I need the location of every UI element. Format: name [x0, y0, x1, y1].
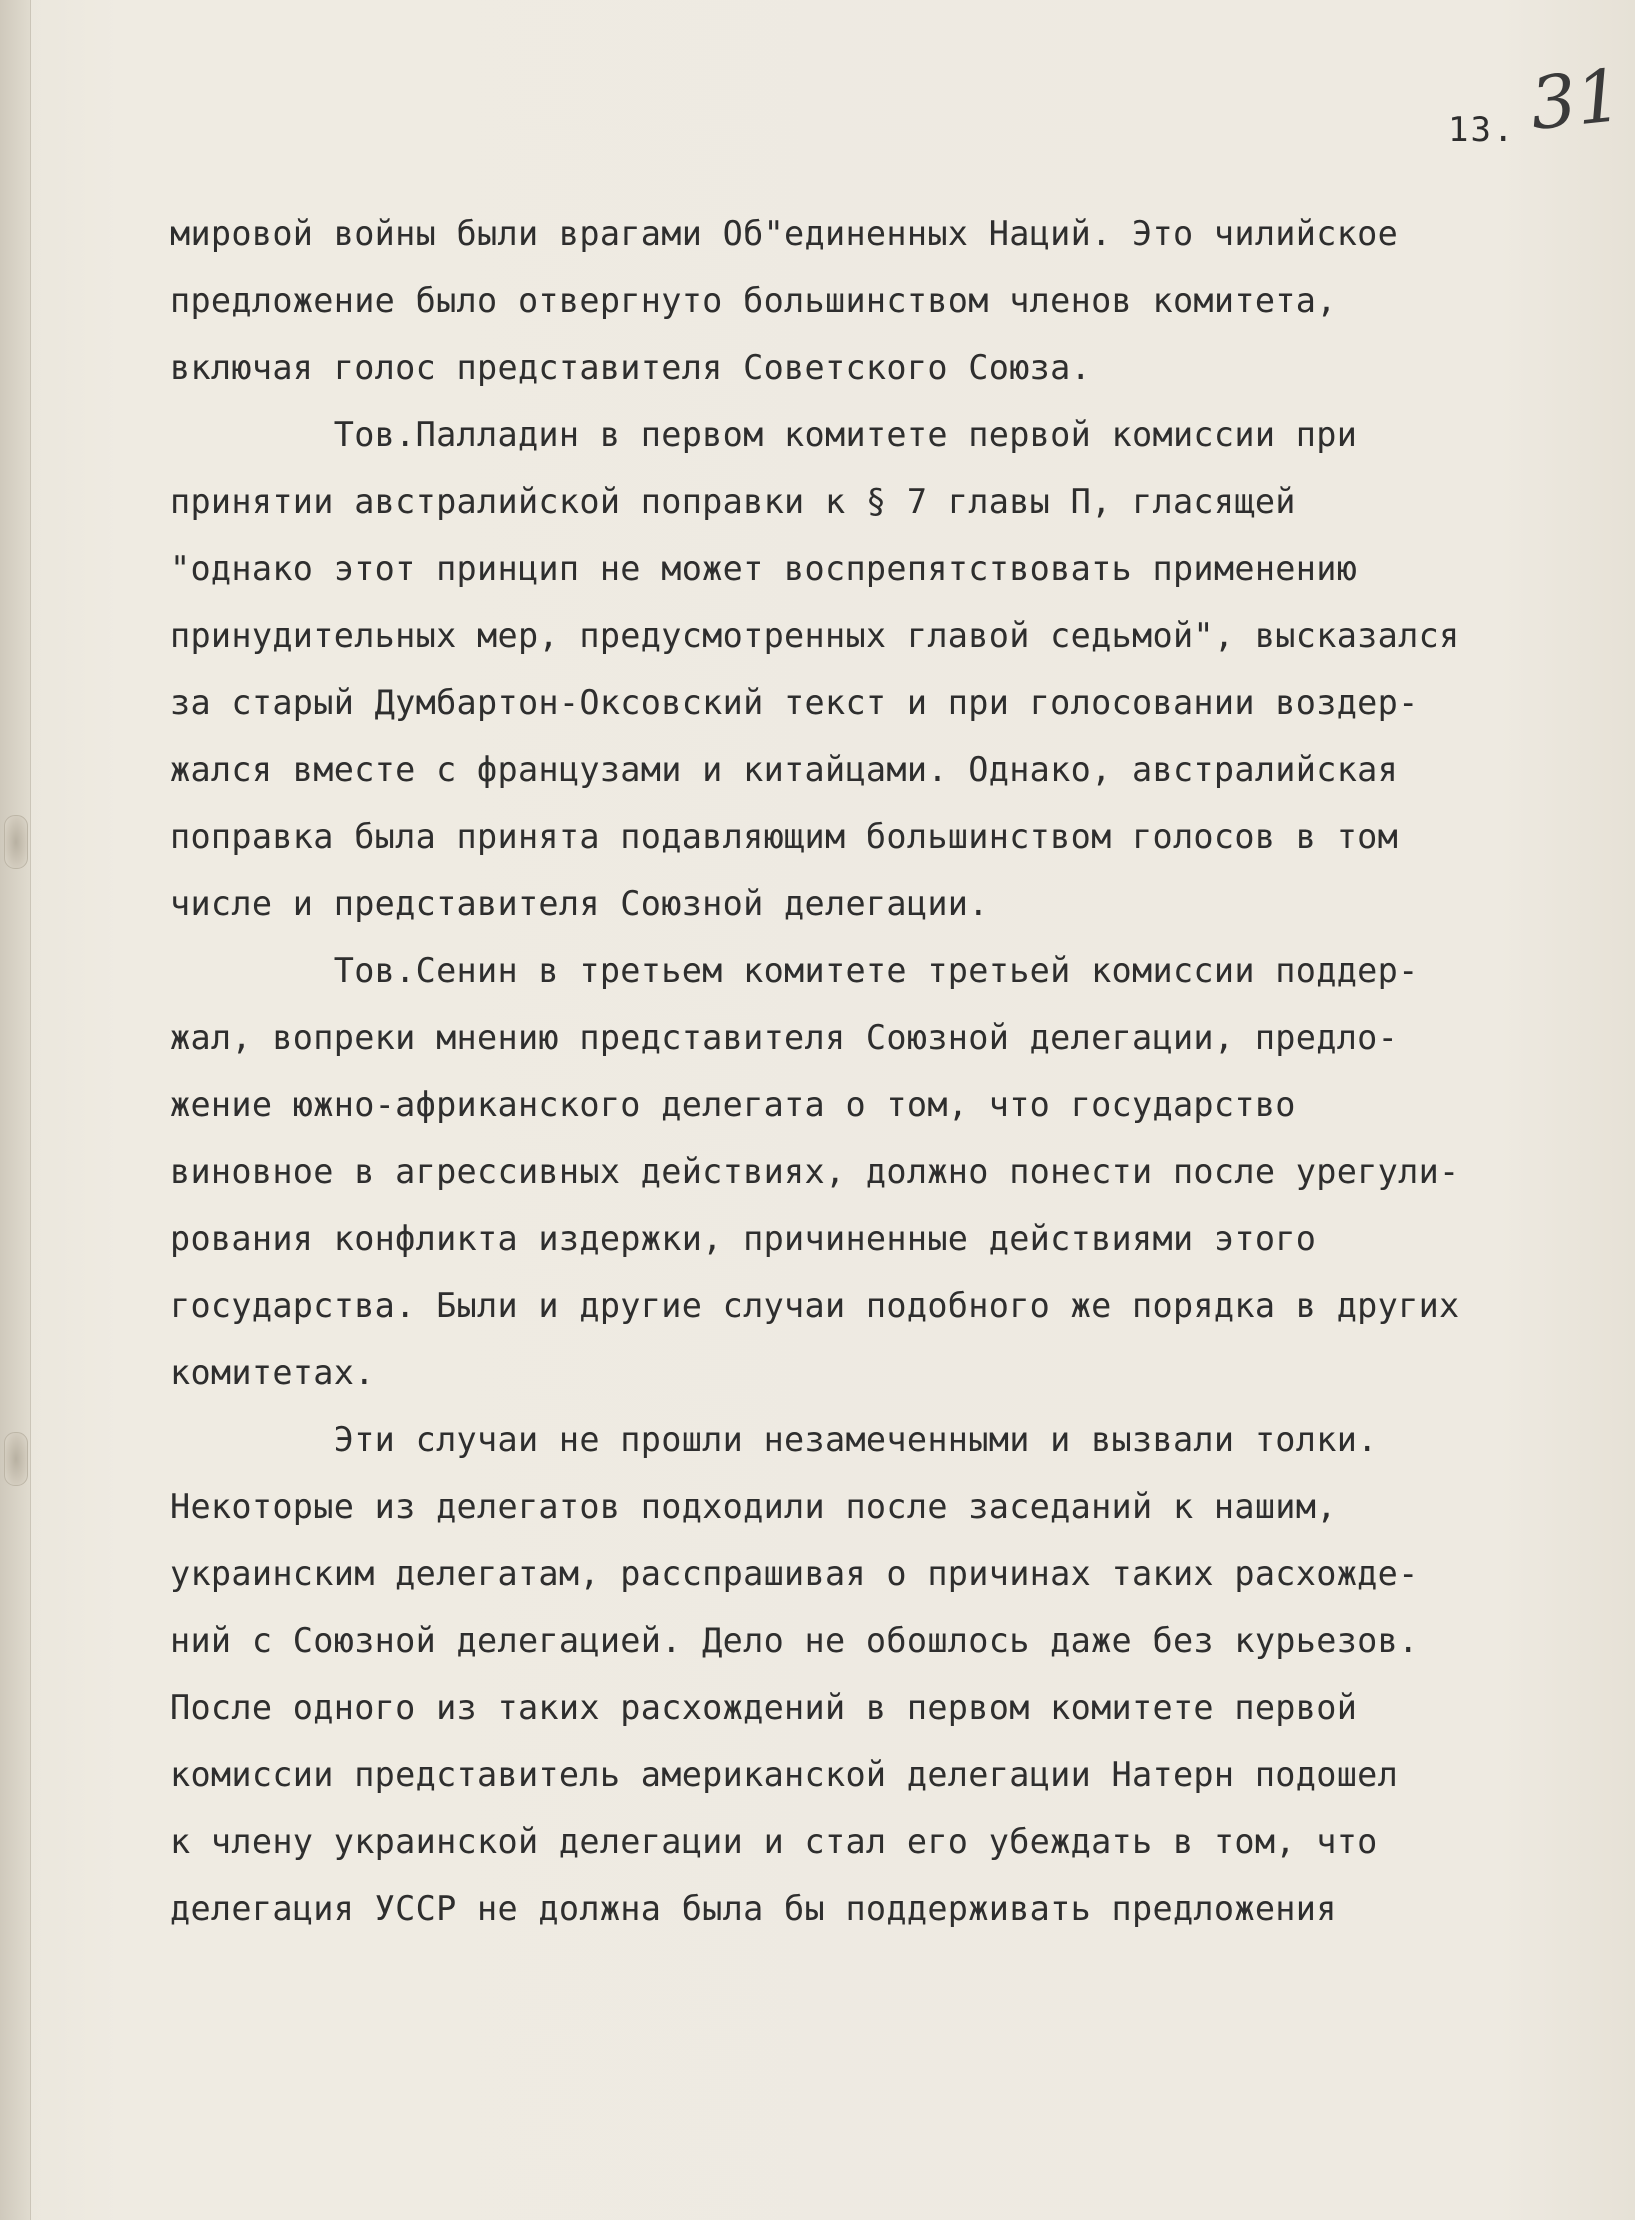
binding-strip [0, 0, 31, 2220]
text-line: государства. Были и другие случаи подобного же порядка в других [170, 1286, 1460, 1325]
text-line: Эти случаи не прошли незамеченными и вызвали толки. [170, 1420, 1378, 1459]
text-line: жался вместе с французами и китайцами. Однако, австралийская [170, 750, 1399, 789]
text-line: принудительных мер, предусмотренных главой седьмой", высказался [170, 616, 1460, 655]
text-line: украинским делегатам, расспрашивая о причинах таких расхожде- [170, 1554, 1419, 1593]
text-line: Некоторые из делегатов подходили после заседаний к нашим, [170, 1487, 1337, 1526]
text-line: за старый Думбартон-Оксовский текст и при голосовании воздер- [170, 683, 1419, 722]
typed-text-body [170, 200, 1590, 1942]
text-line: делегация УССР не должна была бы поддерживать предложения [170, 1889, 1337, 1928]
text-line: комитетах. [170, 1353, 375, 1392]
text-line: принятии австралийской поправки к § 7 главы П, гласящей [170, 482, 1296, 521]
page-number: 13. [1448, 110, 1516, 150]
text-line: поправка была принята подавляющим большинством голосов в том [170, 817, 1399, 856]
text-line: рования конфликта издержки, причиненные действиями этого [170, 1219, 1317, 1258]
punch-hole [4, 815, 28, 869]
text-line: включая голос представителя Советского Союза. [170, 348, 1092, 387]
text-line: Тов.Сенин в третьем комитете третьей комиссии поддер- [170, 951, 1419, 990]
text-line: Тов.Палладин в первом комитете первой комиссии при [170, 415, 1358, 454]
text-line: комиссии представитель американской делегации Натерн подошел [170, 1755, 1399, 1794]
text-line: к члену украинской делегации и стал его убеждать в том, что [170, 1822, 1378, 1861]
text-line: жение южно-африканского делегата о том, что государство [170, 1085, 1296, 1124]
punch-hole [4, 1432, 28, 1486]
text-line: "однако этот принцип не может воспрепятствовать применению [170, 549, 1358, 588]
text-line: ний с Союзной делегацией. Дело не обошлось даже без курьезов. [170, 1621, 1419, 1660]
archive-folio-number: 31 [1526, 52, 1627, 147]
text-line: предложение было отвергнуто большинством членов комитета, [170, 281, 1337, 320]
text-line: После одного из таких расхождений в первом комитете первой [170, 1688, 1358, 1727]
text-line: мировой войны были врагами Об"единенных Наций. Это чилийское [170, 214, 1399, 253]
text-line: жал, вопреки мнению представителя Союзной делегации, предло- [170, 1018, 1399, 1057]
text-line: виновное в агрессивных действиях, должно понести после урегули- [170, 1152, 1460, 1191]
text-line: числе и представителя Союзной делегации. [170, 884, 989, 923]
